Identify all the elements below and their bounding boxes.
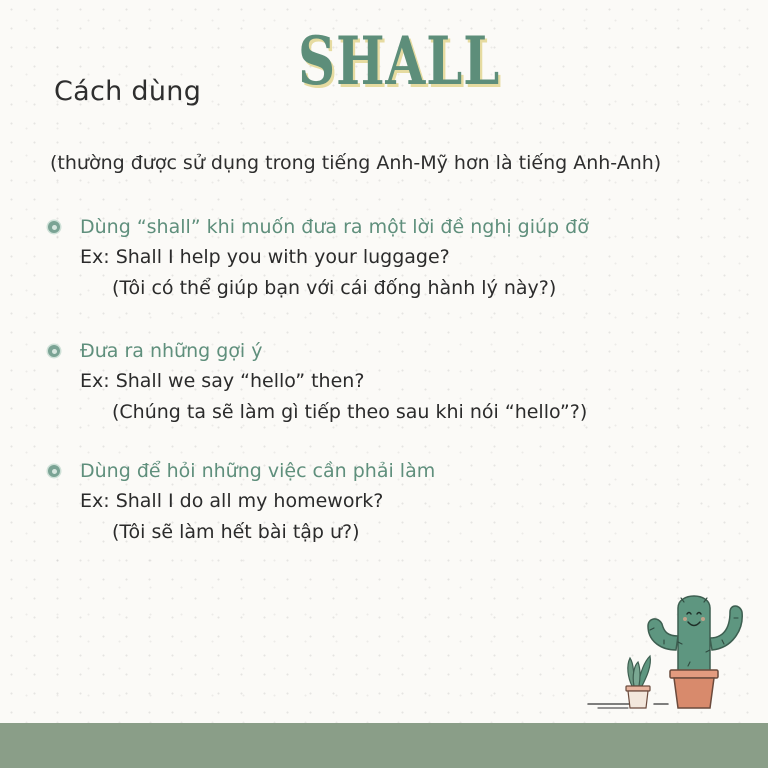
section-example: Ex: Shall I do all my homework? [80, 490, 384, 512]
page-subtitle: Cách dùng [54, 76, 202, 107]
section-example: Ex: Shall I help you with your luggage? [80, 246, 450, 268]
section-heading: Dùng “shall” khi muốn đưa ra một lời đề nghị giúp đỡ [80, 216, 589, 238]
small-cactus [626, 656, 650, 708]
page-title: SHALL [298, 22, 501, 100]
section-heading: Dùng để hỏi những việc cần phải làm [80, 460, 436, 482]
ring-bullet-icon [48, 221, 60, 233]
ring-bullet-icon [48, 465, 60, 477]
cactus-illustration [584, 582, 768, 712]
section-translation: (Tôi có thể giúp bạn với cái đống hành lý này?) [112, 277, 557, 299]
ring-bullet-icon [48, 345, 60, 357]
footer-band [0, 723, 768, 768]
section-translation: (Tôi sẽ làm hết bài tập ư?) [112, 521, 360, 543]
big-cactus [648, 596, 742, 708]
section-heading: Đưa ra những gợi ý [80, 340, 263, 362]
section-example: Ex: Shall we say “hello” then? [80, 370, 365, 392]
section-translation: (Chúng ta sẽ làm gì tiếp theo sau khi nói “hello”?) [112, 401, 588, 423]
usage-note: (thường được sử dụng trong tiếng Anh-Mỹ hơn là tiếng Anh-Anh) [50, 152, 662, 174]
